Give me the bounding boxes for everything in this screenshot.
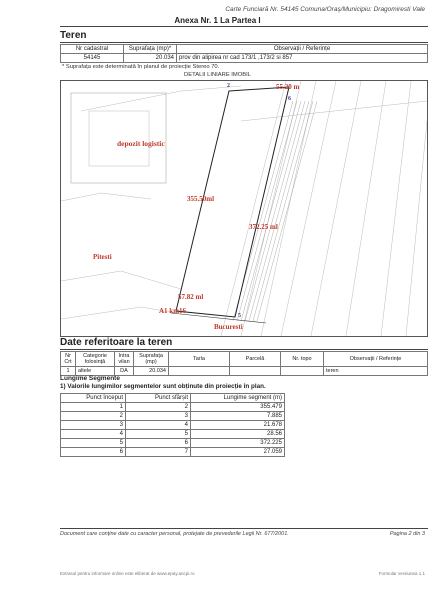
cell-start: 2 (61, 412, 126, 421)
carte-funciara-header: Carte Funciară Nr. 54145 Comuna/Oraş/Municipiu: Dragomiresti Vale (225, 6, 425, 13)
label-deposit: depozit logistic (117, 139, 165, 148)
cell-length: 372.225 (191, 439, 285, 448)
table-row (61, 439, 285, 448)
map-drawing (61, 81, 427, 336)
date-teren-divider (60, 349, 428, 350)
cell-length: 21.678 (191, 421, 285, 430)
teren-divider (60, 42, 428, 43)
cell-start: 3 (61, 421, 126, 430)
table-row (61, 403, 285, 412)
page-number: Pagina 2 din 3 (389, 531, 425, 537)
building-outline (71, 93, 166, 183)
col-lungime: Lungime segment (m) (191, 394, 285, 403)
table-row (61, 430, 285, 439)
teren-table (60, 44, 428, 63)
teren-title: Teren (60, 30, 87, 41)
segments-table (60, 393, 285, 457)
cell-end: 6 (126, 439, 191, 448)
footer-legal: Document care conține date cu caracter personal, protejate de prevederile Legii Nr. 677/2001. (60, 531, 289, 537)
parcel-lines (61, 81, 427, 336)
cell-tarla (169, 367, 230, 376)
cell-suprafata: 20.034 (134, 367, 169, 376)
anexa-title: Anexa Nr. 1 La Partea I (174, 16, 261, 25)
footer-epay: Extrasul pentru informare online este eliberat de www.epay.ancpi.ro (60, 571, 195, 576)
cell-start: 1 (61, 403, 126, 412)
point-2-label: 2 (227, 83, 230, 89)
cell-length: 27.059 (191, 448, 285, 457)
cell-end: 5 (126, 430, 191, 439)
cell-length: 28.56 (191, 430, 285, 439)
cell-start: 4 (61, 430, 126, 439)
cell-end: 3 (126, 412, 191, 421)
table-row (61, 421, 285, 430)
table-row (61, 54, 428, 63)
footer-version: Formular versiunea 1.1 (378, 571, 425, 576)
cell-observatii: teren (324, 367, 428, 376)
col-tarla: Tarla (169, 352, 230, 367)
col-nr-crt: Nr Crt (61, 352, 76, 367)
segments-subtitle: 1) Valorile lungimilor segmentelor sunt obținute din proiecție în plan. (60, 383, 266, 390)
segments-title: Lungime Segmente (60, 375, 120, 382)
col-intravilan: Intra vilan (115, 352, 134, 367)
table-header-row (61, 352, 428, 367)
label-len-bottom: 57.82 ml (178, 293, 204, 301)
label-len-left: 355.50ml (187, 195, 215, 203)
table-header-row (61, 45, 428, 54)
cell-end: 2 (126, 403, 191, 412)
col-parcela: Parcelă (230, 352, 281, 367)
date-teren-table (60, 351, 428, 376)
teren-note: * Suprafața este determinată în planul de proiecție Stereo 70. (62, 64, 220, 70)
cell-end: 7 (126, 448, 191, 457)
label-pitesti: Pitesti (93, 253, 112, 261)
cell-start: 5 (61, 439, 126, 448)
col-observatii: Observații / Referințe (324, 352, 428, 367)
cell-nr-topo (281, 367, 324, 376)
col-nr-topo: Nr. topo (281, 352, 324, 367)
col-categorie: Categorie folosință (76, 352, 115, 367)
col-nr-cadastral: Nr cadastral (61, 45, 124, 54)
col-punct-sfarsit: Punct sfârșit (126, 394, 191, 403)
cell-parcela (230, 367, 281, 376)
cell-observatii: prov din alipirea nr cad 173/1 ,173/2 si 857 (177, 54, 428, 63)
cell-intravilan: DA (115, 367, 134, 376)
cell-length: 7.885 (191, 412, 285, 421)
cell-categorie: altele (76, 367, 115, 376)
label-len-right: 372.25 ml (249, 223, 278, 231)
cell-nr-cadastral: 54145 (61, 54, 124, 63)
cell-end: 4 (126, 421, 191, 430)
cell-start: 6 (61, 448, 126, 457)
table-row (61, 412, 285, 421)
map-caption: DETALII LINIARE IMOBIL (184, 72, 251, 78)
cell-length: 355.479 (191, 403, 285, 412)
footer-divider (60, 528, 428, 529)
col-suprafata: Suprafața (mp) (134, 352, 169, 367)
cadastral-map (60, 80, 428, 337)
date-teren-title: Date referitoare la teren (60, 337, 173, 348)
table-header-row (61, 394, 285, 403)
cell-suprafata: 20.034 (124, 54, 177, 63)
point-5-label: 5 (238, 313, 241, 319)
header-divider (60, 26, 428, 27)
label-bucuresti: Bucuresti (214, 323, 243, 331)
col-suprafata: Suprafața (mp)* (124, 45, 177, 54)
col-punct-inceput: Punct început (61, 394, 126, 403)
col-observatii: Observații / Referințe (177, 45, 428, 54)
label-a1: A1 km16 (159, 307, 187, 315)
cell-nr-crt: 1 (61, 367, 76, 376)
label-len-top: 55.20 m (276, 83, 300, 91)
point-6-label: 6 (288, 96, 291, 102)
table-row (61, 448, 285, 457)
